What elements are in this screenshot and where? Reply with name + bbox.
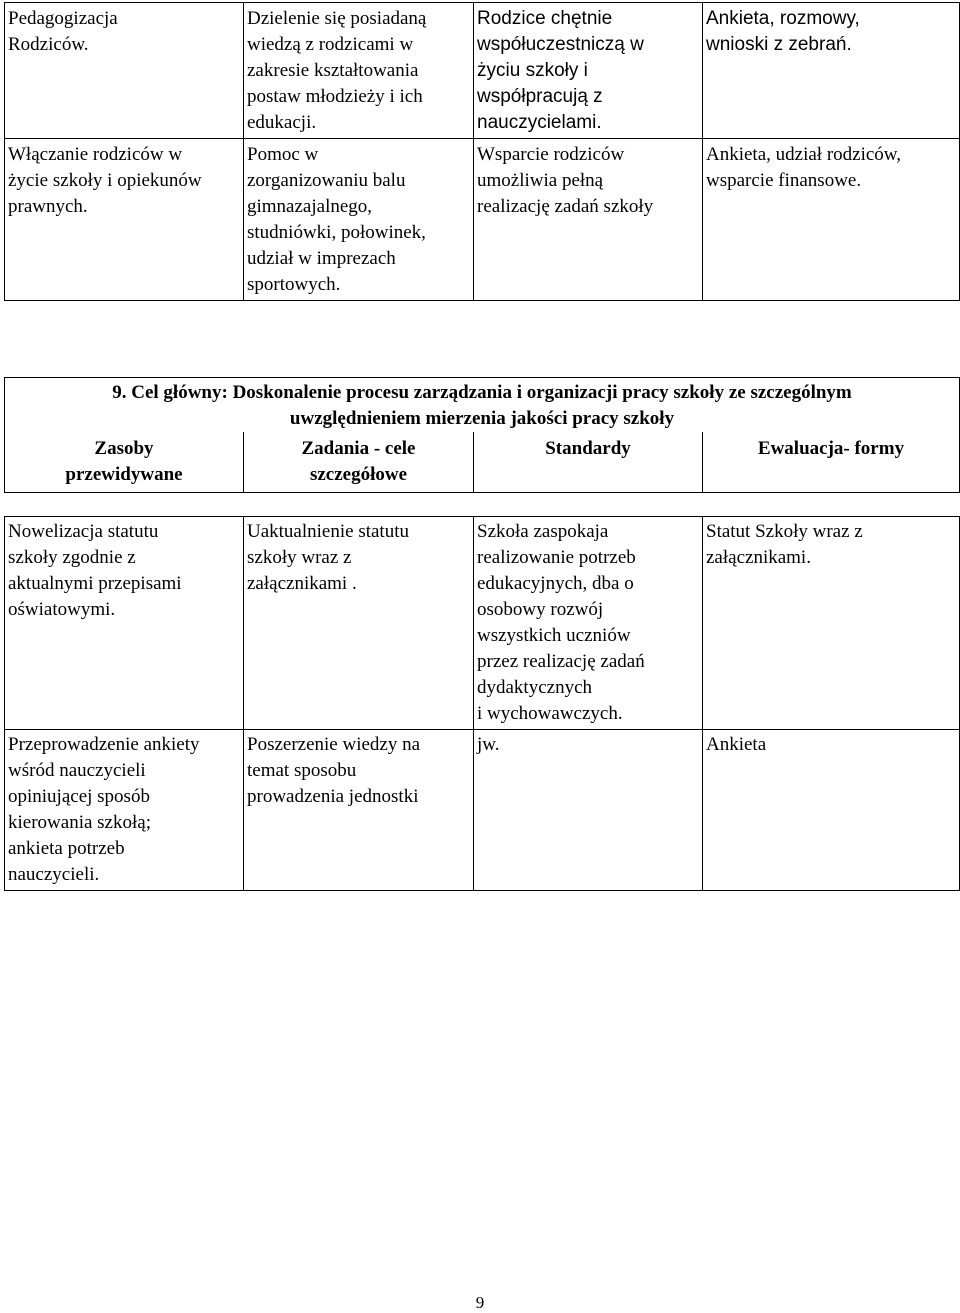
table-cell: Ankieta, rozmowy, wnioski z zebrań. (703, 3, 960, 139)
section-9-table (4, 516, 960, 891)
section-title-row (5, 378, 960, 433)
table-row (5, 139, 960, 301)
table-row (5, 517, 960, 730)
table-cell: Wsparcie rodziców umożliwia pełną realizację zadań szkoły (474, 139, 703, 301)
table-cell: Statut Szkoły wraz z załącznikami. (703, 517, 960, 730)
column-header-resources: Zasoby przewidywane (5, 432, 244, 493)
table-row (5, 730, 960, 891)
table-row (5, 3, 960, 139)
table-cell: Szkoła zaspokaja realizowanie potrzeb edukacyjnych, dba o osobowy rozwój wszystkich uczniów przez realizację zadań dydaktycznych i wychowawczych. (474, 517, 703, 730)
column-header-standards: Standardy (474, 432, 703, 493)
table-cell: Uaktualnienie statutu szkoły wraz z załącznikami . (244, 517, 474, 730)
column-header-evaluation: Ewaluacja- formy (703, 432, 960, 493)
header-row (5, 432, 960, 493)
table-cell: Ankieta (703, 730, 960, 891)
table-cell: Pedagogizacja Rodziców. (5, 3, 244, 139)
top-table (4, 2, 960, 301)
table-cell: Ankieta, udział rodziców, wsparcie finansowe. (703, 139, 960, 301)
page-number: 9 (475, 1293, 485, 1312)
table-cell: Włączanie rodziców w życie szkoły i opiekunów prawnych. (5, 139, 244, 301)
table-cell: Dzielenie się posiadaną wiedzą z rodzicami w zakresie kształtowania postaw młodzieży i ich edukacji. (244, 3, 474, 139)
column-header-tasks: Zadania - cele szczegółowe (244, 432, 474, 493)
section-title: 9. Cel główny: Doskonalenie procesu zarządzania i organizacji pracy szkoły ze szczególnym uwzględnieniem mierzenia jakości pracy szkoły (5, 378, 960, 433)
section-9-header-table (4, 377, 960, 493)
table-cell: Pomoc w zorganizowaniu balu gimnazajalnego, studniówki, połowinek, udział w imprezach sportowych. (244, 139, 474, 301)
table-cell: Poszerzenie wiedzy na temat sposobu prowadzenia jednostki (244, 730, 474, 891)
table-cell: Rodzice chętnie współuczestniczą w życiu szkoły i współpracują z nauczycielami. (474, 3, 703, 139)
table-cell: jw. (474, 730, 703, 891)
table-cell: Nowelizacja statutu szkoły zgodnie z aktualnymi przepisami oświatowymi. (5, 517, 244, 730)
table-cell: Przeprowadzenie ankiety wśród nauczycieli opiniującej sposób kierowania szkołą; ankieta potrzeb nauczycieli. (5, 730, 244, 891)
